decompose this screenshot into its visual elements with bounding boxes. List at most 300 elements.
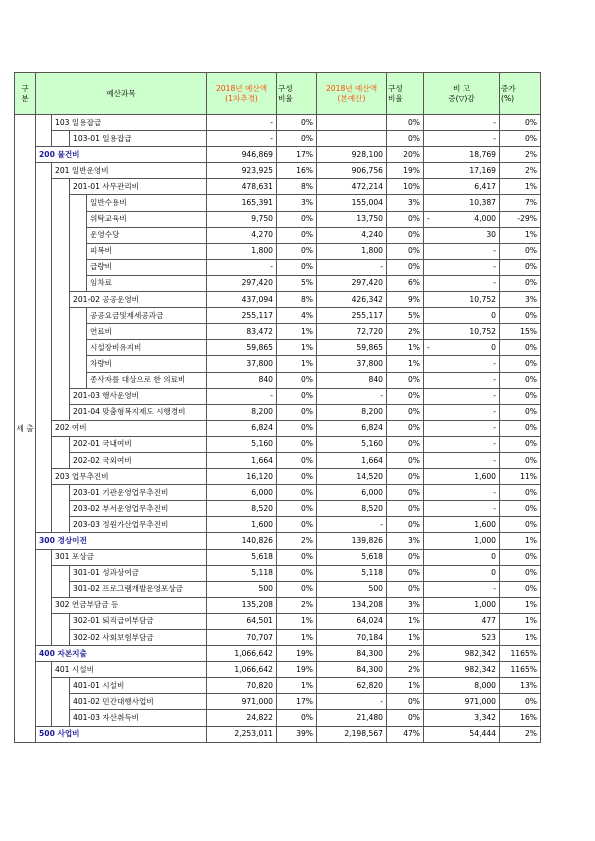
header-budget-2018-main: 2018년 예산액 (본예산) bbox=[317, 73, 387, 115]
increase-rate-cell: 0% bbox=[500, 356, 541, 372]
increase-rate-cell: 15% bbox=[500, 324, 541, 340]
budget-2018-main-cell: 2,198,567 bbox=[317, 726, 387, 742]
ratio-1-cell: 1% bbox=[277, 630, 317, 646]
budget-2018-main-cell: 155,004 bbox=[317, 195, 387, 211]
budget-2018-main-cell: 500 bbox=[317, 581, 387, 597]
ratio-2-cell: 19% bbox=[387, 163, 424, 179]
budget-2018-supp-cell: 1,066,642 bbox=[207, 646, 277, 662]
budget-item-label: 301-01 성과상여금 bbox=[70, 565, 207, 581]
increase-rate-cell: 0% bbox=[500, 404, 541, 420]
budget-2018-main-cell: 8,200 bbox=[317, 404, 387, 420]
budget-2018-supp-cell: 255,117 bbox=[207, 308, 277, 324]
budget-2018-main-cell: 1,800 bbox=[317, 243, 387, 259]
budget-item-label: 203 업무추진비 bbox=[52, 469, 207, 485]
budget-item-label: 301-02 프로그램개발운영포상금 bbox=[70, 581, 207, 597]
table-row bbox=[15, 581, 541, 597]
diff-value: 1,000 bbox=[474, 535, 496, 545]
diff-value: 0 bbox=[491, 310, 496, 320]
budget-2018-supp-cell: - bbox=[207, 388, 277, 404]
budget-item-label: 일반수용비 bbox=[87, 195, 207, 211]
increase-rate-cell: 0% bbox=[500, 308, 541, 324]
side-label-expenditure: 세 출 bbox=[15, 115, 36, 743]
diff-cell bbox=[424, 517, 500, 533]
indent-cell bbox=[52, 388, 70, 404]
ratio-1-cell: 8% bbox=[277, 179, 317, 195]
indent-cell bbox=[52, 452, 70, 468]
ratio-1-cell: 39% bbox=[277, 726, 317, 742]
budget-table bbox=[14, 72, 541, 743]
budget-2018-main-cell: 14,520 bbox=[317, 469, 387, 485]
diff-value: - bbox=[493, 133, 496, 143]
ratio-2-cell: 0% bbox=[387, 469, 424, 485]
budget-2018-supp-cell: 83,472 bbox=[207, 324, 277, 340]
budget-item-label: 201-03 행사운영비 bbox=[70, 388, 207, 404]
ratio-2-cell: 0% bbox=[387, 694, 424, 710]
table-row bbox=[15, 243, 541, 259]
increase-rate-cell: 0% bbox=[500, 452, 541, 468]
budget-2018-main-cell: 139,826 bbox=[317, 533, 387, 549]
diff-cell bbox=[424, 324, 500, 340]
ratio-2-cell: 20% bbox=[387, 147, 424, 163]
table-row bbox=[15, 308, 541, 324]
diff-cell bbox=[424, 420, 500, 436]
increase-rate-cell: 1165% bbox=[500, 662, 541, 678]
diff-value: - bbox=[493, 358, 496, 368]
indent-cell bbox=[36, 517, 52, 533]
ratio-1-cell: 5% bbox=[277, 275, 317, 291]
budget-2018-main-cell: 6,824 bbox=[317, 420, 387, 436]
budget-2018-main-cell: 134,208 bbox=[317, 597, 387, 613]
header-gubun: 구 분 bbox=[15, 73, 36, 115]
budget-2018-supp-cell: 16,120 bbox=[207, 469, 277, 485]
diff-cell bbox=[424, 259, 500, 275]
indent-cell bbox=[52, 501, 70, 517]
table-row bbox=[15, 388, 541, 404]
budget-2018-main-cell: 840 bbox=[317, 372, 387, 388]
diff-sign: - bbox=[427, 342, 430, 352]
indent-cell bbox=[36, 436, 52, 452]
ratio-1-cell: 0% bbox=[277, 243, 317, 259]
table-row bbox=[15, 211, 541, 227]
ratio-1-cell: 4% bbox=[277, 308, 317, 324]
indent-cell bbox=[36, 243, 52, 259]
indent-cell bbox=[52, 517, 70, 533]
table-row bbox=[15, 485, 541, 501]
header-ratio-2: 구성 비율 bbox=[387, 73, 424, 115]
budget-2018-main-cell: - bbox=[317, 388, 387, 404]
header-increase-rate: 증가 (%) bbox=[500, 73, 541, 115]
budget-2018-main-cell: 62,820 bbox=[317, 678, 387, 694]
table-row bbox=[15, 597, 541, 613]
table-row bbox=[15, 372, 541, 388]
budget-item-label: 202-02 국외여비 bbox=[70, 452, 207, 468]
diff-value: - bbox=[493, 487, 496, 497]
table-row bbox=[15, 227, 541, 243]
diff-value: 982,342 bbox=[464, 648, 496, 658]
budget-item-label: 400 자본지출 bbox=[36, 646, 207, 662]
diff-value: 8,000 bbox=[474, 680, 496, 690]
budget-2018-main-cell: 21,480 bbox=[317, 710, 387, 726]
budget-2018-supp-cell: 37,800 bbox=[207, 356, 277, 372]
diff-cell bbox=[424, 485, 500, 501]
budget-item-label: 301 포상금 bbox=[52, 549, 207, 565]
budget-2018-supp-cell: 8,200 bbox=[207, 404, 277, 420]
increase-rate-cell: 0% bbox=[500, 372, 541, 388]
table-row bbox=[15, 662, 541, 678]
diff-value: 1,600 bbox=[474, 519, 496, 529]
budget-item-label: 201 일반운영비 bbox=[52, 163, 207, 179]
budget-2018-main-cell bbox=[317, 131, 387, 147]
ratio-1-cell: 1% bbox=[277, 613, 317, 629]
ratio-1-cell: 0% bbox=[277, 259, 317, 275]
table-row bbox=[15, 565, 541, 581]
diff-cell bbox=[424, 243, 500, 259]
diff-cell bbox=[424, 549, 500, 565]
diff-value: 3,342 bbox=[474, 713, 496, 723]
ratio-1-cell: 0% bbox=[277, 565, 317, 581]
ratio-1-cell: 0% bbox=[277, 227, 317, 243]
diff-value: - bbox=[493, 278, 496, 288]
increase-rate-cell: 0% bbox=[500, 581, 541, 597]
diff-cell bbox=[424, 163, 500, 179]
budget-2018-supp-cell: 165,391 bbox=[207, 195, 277, 211]
indent-cell bbox=[36, 340, 52, 356]
ratio-1-cell: 2% bbox=[277, 597, 317, 613]
indent-cell bbox=[70, 211, 87, 227]
ratio-2-cell: 6% bbox=[387, 275, 424, 291]
table-row bbox=[15, 115, 541, 131]
indent-cell bbox=[52, 179, 70, 195]
increase-rate-cell: 0% bbox=[500, 565, 541, 581]
indent-cell bbox=[36, 259, 52, 275]
budget-item-label: 201-01 사무관리비 bbox=[70, 179, 207, 195]
budget-item-label: 103-01 일용잡급 bbox=[70, 131, 207, 147]
diff-value: 17,169 bbox=[469, 165, 496, 175]
budget-2018-supp-cell: - bbox=[207, 259, 277, 275]
budget-2018-supp-cell: 840 bbox=[207, 372, 277, 388]
budget-2018-main-cell: 5,618 bbox=[317, 549, 387, 565]
table-row bbox=[15, 259, 541, 275]
diff-cell bbox=[424, 436, 500, 452]
budget-2018-main-cell: 426,342 bbox=[317, 292, 387, 308]
indent-cell bbox=[36, 485, 52, 501]
table-row bbox=[15, 646, 541, 662]
table-row bbox=[15, 710, 541, 726]
budget-2018-main-cell bbox=[317, 115, 387, 131]
increase-rate-cell: 0% bbox=[500, 259, 541, 275]
diff-cell bbox=[424, 179, 500, 195]
indent-cell bbox=[52, 372, 70, 388]
diff-sign: - bbox=[427, 214, 430, 224]
indent-cell bbox=[52, 565, 70, 581]
ratio-2-cell: 47% bbox=[387, 726, 424, 742]
indent-cell bbox=[52, 292, 70, 308]
budget-item-label: 103 일용잡급 bbox=[52, 115, 207, 131]
diff-value: - bbox=[493, 584, 496, 594]
diff-cell bbox=[424, 131, 500, 147]
indent-cell bbox=[52, 259, 70, 275]
budget-item-label: 연료비 bbox=[87, 324, 207, 340]
diff-value: 0 bbox=[491, 568, 496, 578]
budget-item-label: 203-03 정원가산업무추진비 bbox=[70, 517, 207, 533]
table-row bbox=[15, 694, 541, 710]
budget-2018-main-cell: 472,214 bbox=[317, 179, 387, 195]
budget-2018-supp-cell: 24,822 bbox=[207, 710, 277, 726]
ratio-1-cell: 1% bbox=[277, 340, 317, 356]
indent-cell bbox=[36, 324, 52, 340]
diff-cell bbox=[424, 275, 500, 291]
table-row bbox=[15, 613, 541, 629]
ratio-1-cell: 1% bbox=[277, 324, 317, 340]
budget-2018-supp-cell: 500 bbox=[207, 581, 277, 597]
diff-value: - bbox=[493, 375, 496, 385]
indent-cell bbox=[70, 275, 87, 291]
indent-cell bbox=[36, 420, 52, 436]
diff-value: 0 bbox=[491, 552, 496, 562]
budget-2018-main-cell: 6,000 bbox=[317, 485, 387, 501]
budget-2018-supp-cell: 946,869 bbox=[207, 147, 277, 163]
diff-cell bbox=[424, 662, 500, 678]
increase-rate-cell: 1% bbox=[500, 533, 541, 549]
ratio-1-cell: 0% bbox=[277, 404, 317, 420]
budget-2018-supp-cell: 70,820 bbox=[207, 678, 277, 694]
ratio-1-cell: 0% bbox=[277, 469, 317, 485]
budget-2018-main-cell: - bbox=[317, 517, 387, 533]
diff-value: - bbox=[493, 407, 496, 417]
budget-item-label: 운영수당 bbox=[87, 227, 207, 243]
increase-rate-cell: 0% bbox=[500, 517, 541, 533]
ratio-2-cell: 3% bbox=[387, 597, 424, 613]
budget-item-label: 임차료 bbox=[87, 275, 207, 291]
diff-cell bbox=[424, 581, 500, 597]
indent-cell bbox=[36, 597, 52, 613]
budget-2018-main-cell: - bbox=[317, 259, 387, 275]
diff-value: 10,752 bbox=[469, 326, 496, 336]
budget-item-label: 시설장비유지비 bbox=[87, 340, 207, 356]
ratio-2-cell: 0% bbox=[387, 710, 424, 726]
ratio-1-cell: 17% bbox=[277, 694, 317, 710]
ratio-2-cell: 0% bbox=[387, 388, 424, 404]
budget-2018-main-cell: 5,118 bbox=[317, 565, 387, 581]
table-row bbox=[15, 404, 541, 420]
budget-2018-main-cell: - bbox=[317, 694, 387, 710]
diff-cell bbox=[424, 211, 500, 227]
indent-cell bbox=[36, 275, 52, 291]
table-row bbox=[15, 195, 541, 211]
indent-cell bbox=[52, 581, 70, 597]
indent-cell bbox=[52, 485, 70, 501]
indent-cell bbox=[36, 613, 52, 629]
budget-2018-main-cell: 64,024 bbox=[317, 613, 387, 629]
table-row bbox=[15, 517, 541, 533]
ratio-1-cell: 0% bbox=[277, 420, 317, 436]
indent-cell bbox=[70, 340, 87, 356]
diff-value: 0 bbox=[491, 342, 496, 352]
diff-value: 30 bbox=[486, 230, 496, 240]
indent-cell bbox=[36, 131, 52, 147]
ratio-2-cell: 1% bbox=[387, 630, 424, 646]
budget-item-label: 203-01 기관운영업무추진비 bbox=[70, 485, 207, 501]
budget-item-label: 202 여비 bbox=[52, 420, 207, 436]
indent-cell bbox=[70, 356, 87, 372]
ratio-1-cell: 16% bbox=[277, 163, 317, 179]
budget-2018-supp-cell: 59,865 bbox=[207, 340, 277, 356]
budget-item-label: 201-02 공공운영비 bbox=[70, 292, 207, 308]
diff-value: - bbox=[493, 503, 496, 513]
table-row bbox=[15, 533, 541, 549]
increase-rate-cell: 16% bbox=[500, 710, 541, 726]
diff-cell bbox=[424, 678, 500, 694]
ratio-2-cell: 2% bbox=[387, 324, 424, 340]
budget-2018-supp-cell: 5,160 bbox=[207, 436, 277, 452]
diff-cell bbox=[424, 404, 500, 420]
budget-2018-supp-cell: 2,253,011 bbox=[207, 726, 277, 742]
budget-2018-main-cell: 59,865 bbox=[317, 340, 387, 356]
table-row bbox=[15, 340, 541, 356]
ratio-1-cell: 0% bbox=[277, 115, 317, 131]
diff-cell bbox=[424, 452, 500, 468]
diff-value: - bbox=[493, 246, 496, 256]
budget-2018-supp-cell: 64,501 bbox=[207, 613, 277, 629]
ratio-2-cell: 0% bbox=[387, 452, 424, 468]
indent-cell bbox=[36, 388, 52, 404]
budget-item-label: 203-02 부서운영업무추진비 bbox=[70, 501, 207, 517]
indent-cell bbox=[36, 710, 52, 726]
increase-rate-cell: 1165% bbox=[500, 646, 541, 662]
ratio-1-cell: 1% bbox=[277, 678, 317, 694]
table-row bbox=[15, 420, 541, 436]
ratio-2-cell: 0% bbox=[387, 485, 424, 501]
indent-cell bbox=[52, 630, 70, 646]
indent-cell bbox=[52, 436, 70, 452]
budget-item-label: 공공요금및제세공과금 bbox=[87, 308, 207, 324]
indent-cell bbox=[36, 581, 52, 597]
ratio-2-cell: 0% bbox=[387, 517, 424, 533]
indent-cell bbox=[52, 195, 70, 211]
ratio-2-cell: 1% bbox=[387, 613, 424, 629]
budget-2018-main-cell: 1,664 bbox=[317, 452, 387, 468]
diff-cell bbox=[424, 147, 500, 163]
increase-rate-cell: 0% bbox=[500, 436, 541, 452]
ratio-2-cell: 1% bbox=[387, 340, 424, 356]
diff-cell bbox=[424, 710, 500, 726]
diff-cell bbox=[424, 694, 500, 710]
budget-item-label: 202-01 국내여비 bbox=[70, 436, 207, 452]
diff-value: - bbox=[493, 455, 496, 465]
indent-cell bbox=[52, 710, 70, 726]
diff-value: 982,342 bbox=[464, 664, 496, 674]
indent-cell bbox=[52, 211, 70, 227]
diff-cell bbox=[424, 613, 500, 629]
ratio-2-cell: 0% bbox=[387, 565, 424, 581]
indent-cell bbox=[36, 404, 52, 420]
indent-cell bbox=[52, 340, 70, 356]
budget-2018-main-cell: 5,160 bbox=[317, 436, 387, 452]
indent-cell bbox=[36, 678, 52, 694]
ratio-1-cell: 0% bbox=[277, 436, 317, 452]
ratio-2-cell: 5% bbox=[387, 308, 424, 324]
diff-cell bbox=[424, 388, 500, 404]
ratio-1-cell: 0% bbox=[277, 211, 317, 227]
diff-cell bbox=[424, 646, 500, 662]
indent-cell bbox=[52, 404, 70, 420]
budget-item-label: 종사자를 대상으로 한 의료비 bbox=[87, 372, 207, 388]
increase-rate-cell: 0% bbox=[500, 501, 541, 517]
indent-cell bbox=[36, 211, 52, 227]
header-budget-2018-supplementary: 2018년 예산액 (1차추경) bbox=[207, 73, 277, 115]
budget-2018-supp-cell: 140,826 bbox=[207, 533, 277, 549]
increase-rate-cell: 1% bbox=[500, 613, 541, 629]
indent-cell bbox=[36, 195, 52, 211]
diff-value: 971,000 bbox=[464, 696, 496, 706]
indent-cell bbox=[70, 308, 87, 324]
budget-2018-supp-cell: 8,520 bbox=[207, 501, 277, 517]
diff-value: - bbox=[493, 439, 496, 449]
budget-2018-main-cell: 255,117 bbox=[317, 308, 387, 324]
diff-value: 18,769 bbox=[469, 149, 496, 159]
budget-2018-main-cell: 84,300 bbox=[317, 662, 387, 678]
ratio-2-cell: 0% bbox=[387, 131, 424, 147]
budget-2018-supp-cell: 70,707 bbox=[207, 630, 277, 646]
increase-rate-cell: 0% bbox=[500, 243, 541, 259]
budget-2018-supp-cell: 6,824 bbox=[207, 420, 277, 436]
diff-value: 10,752 bbox=[469, 294, 496, 304]
ratio-2-cell: 0% bbox=[387, 259, 424, 275]
indent-cell bbox=[52, 131, 70, 147]
indent-cell bbox=[52, 227, 70, 243]
indent-cell bbox=[36, 227, 52, 243]
budget-2018-supp-cell: 971,000 bbox=[207, 694, 277, 710]
diff-value: - bbox=[493, 391, 496, 401]
ratio-1-cell: 0% bbox=[277, 549, 317, 565]
table-row bbox=[15, 163, 541, 179]
indent-cell bbox=[36, 179, 52, 195]
ratio-1-cell: 0% bbox=[277, 710, 317, 726]
budget-item-label: 302-02 사회보험부담금 bbox=[70, 630, 207, 646]
indent-cell bbox=[52, 308, 70, 324]
increase-rate-cell: 0% bbox=[500, 694, 541, 710]
diff-value: - bbox=[493, 423, 496, 433]
budget-2018-main-cell: 928,100 bbox=[317, 147, 387, 163]
diff-cell bbox=[424, 501, 500, 517]
increase-rate-cell: 11% bbox=[500, 469, 541, 485]
indent-cell bbox=[36, 292, 52, 308]
budget-2018-supp-cell: - bbox=[207, 131, 277, 147]
table-row bbox=[15, 292, 541, 308]
ratio-1-cell: 0% bbox=[277, 131, 317, 147]
increase-rate-cell: 2% bbox=[500, 726, 541, 742]
increase-rate-cell: 0% bbox=[500, 485, 541, 501]
budget-2018-supp-cell: 437,094 bbox=[207, 292, 277, 308]
diff-cell bbox=[424, 630, 500, 646]
indent-cell bbox=[52, 243, 70, 259]
ratio-1-cell: 3% bbox=[277, 195, 317, 211]
increase-rate-cell: 0% bbox=[500, 388, 541, 404]
header-row bbox=[15, 73, 541, 115]
indent-cell bbox=[36, 694, 52, 710]
table-row bbox=[15, 678, 541, 694]
budget-2018-main-cell: 297,420 bbox=[317, 275, 387, 291]
budget-item-label: 200 물건비 bbox=[36, 147, 207, 163]
budget-2018-main-cell: 906,756 bbox=[317, 163, 387, 179]
table-row bbox=[15, 436, 541, 452]
diff-value: 10,387 bbox=[469, 198, 496, 208]
table-row bbox=[15, 324, 541, 340]
indent-cell bbox=[36, 356, 52, 372]
table-row bbox=[15, 549, 541, 565]
budget-2018-supp-cell: 9,750 bbox=[207, 211, 277, 227]
diff-cell bbox=[424, 292, 500, 308]
